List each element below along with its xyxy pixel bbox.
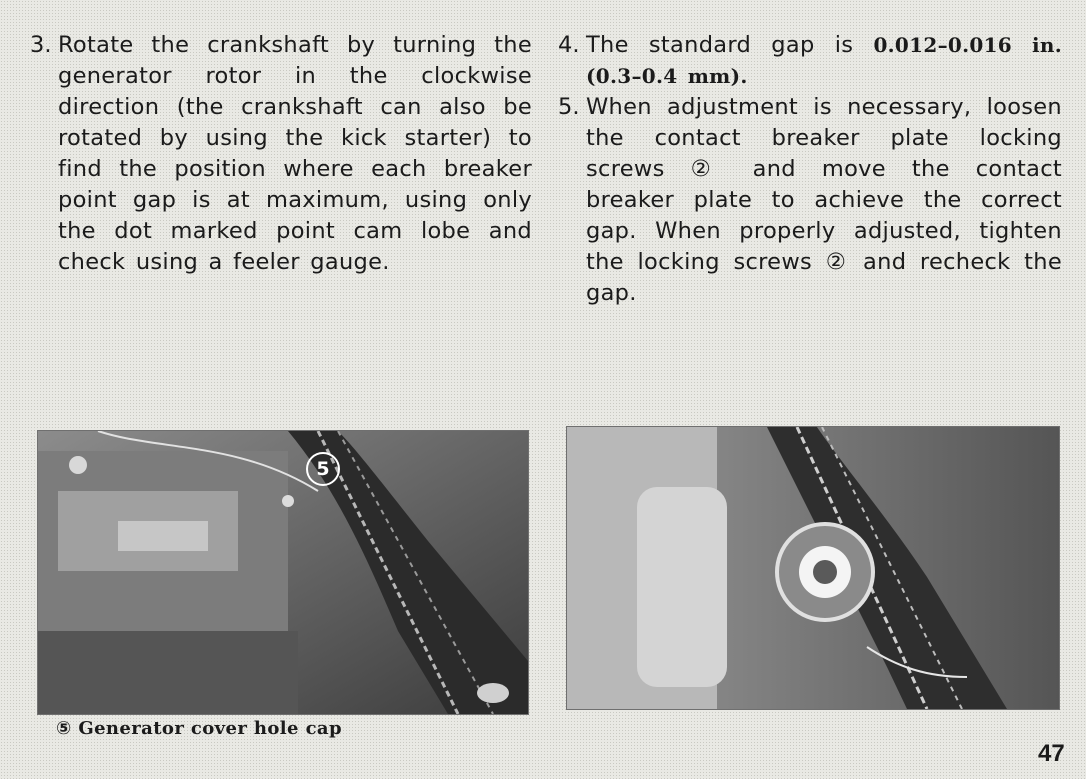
generator-cover-photo [37,430,529,715]
gap-spec-value: 0.012–0.016 in. (0.3–0.4 mm). [586,33,1062,88]
caption-text: Generator cover hole cap [78,718,342,739]
step-text-lead: The standard gap is [586,32,854,58]
page-number: 47 [1038,740,1065,767]
callout-marker-5: 5 [306,452,340,486]
caption-ref: ⑤ [56,718,72,739]
step-5 [558,92,1062,309]
contact-breaker-illustration [567,427,1059,709]
generator-cover-illustration [38,431,528,714]
step-text [586,92,1062,309]
step-3 [30,30,532,278]
step-number: 3. [30,32,52,58]
step-text-part: and move the contact breaker plate to achieve the correct gap. When properly adjusted, tighten the locking screws [586,156,1063,275]
left-column [30,30,532,278]
step-text-part: When adjustment is necessary, loosen the contact breaker plate locking screws [586,94,1062,182]
step-number: 5. [558,94,580,120]
right-column [558,30,1062,309]
callout-ref-2: ② [825,249,850,275]
step-text: Rotate the crankshaft by turning the generator rotor in the clockwise direction (the crankshaft can also be rotated by using the kick starter) to find the position where each breaker point gap is at maximum, using only the dot marked point cam lobe and check using a feeler gauge. [58,32,532,275]
callout-ref-2: ② [690,156,727,182]
step-text [586,30,1062,92]
step-number: 4. [558,32,580,58]
contact-breaker-photo [566,426,1060,710]
figure-caption [56,718,342,739]
step-4 [558,30,1062,92]
step-text-part: and recheck the gap. [586,249,1062,306]
